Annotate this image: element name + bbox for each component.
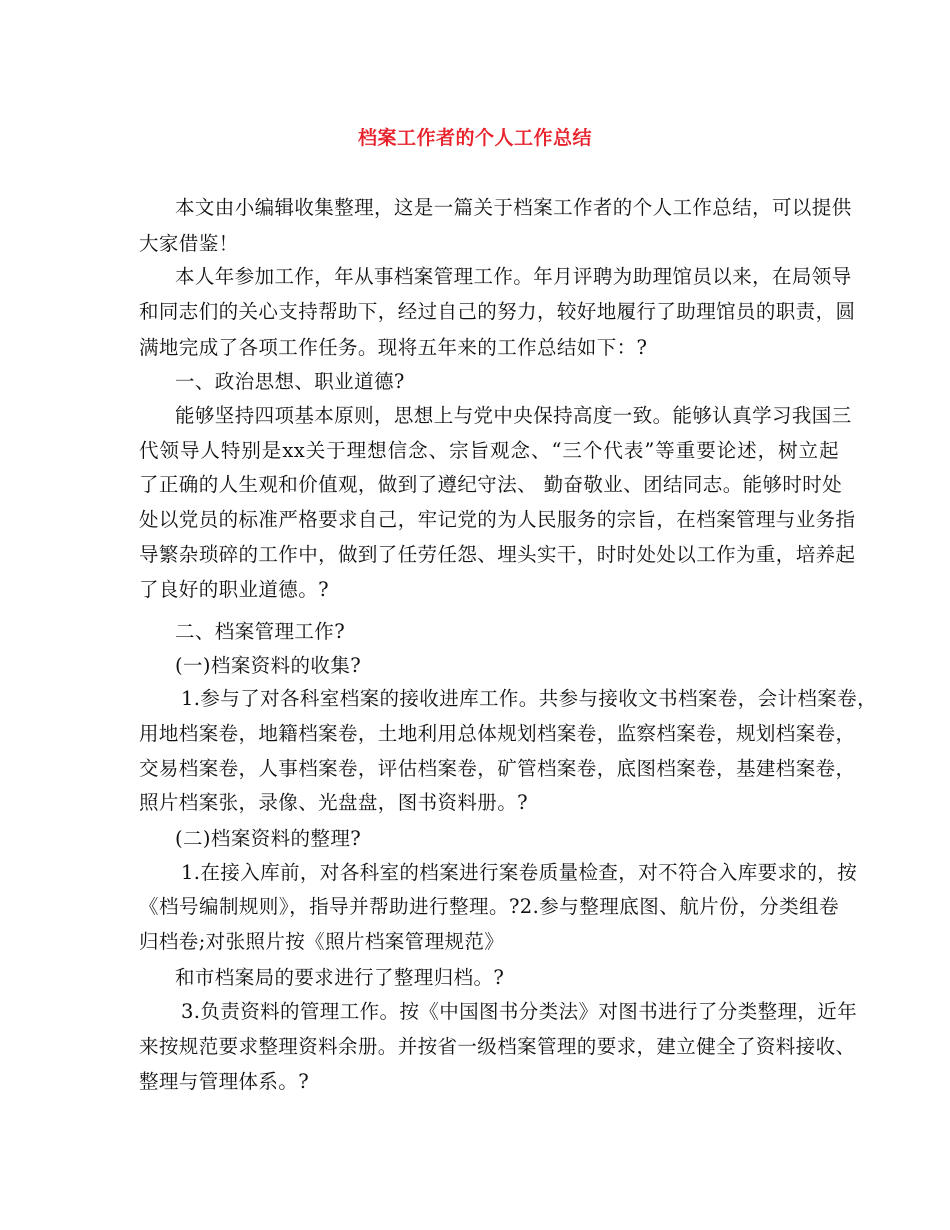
paragraph-line: 处以党员的标准严格要求自己，牢记党的为人民服务的宗旨，在档案管理与业务指 [139, 508, 856, 531]
paragraph-line: 1.参与了对各科室档案的接收进库工作。共参与接收文书档案卷，会计档案卷， [181, 687, 878, 710]
subsection-heading: (二)档案资料的整理? [175, 827, 362, 850]
paragraph-line: 来按规范要求整理资料余册。并按省一级档案管理的要求，建立健全了资料接收、 [139, 1035, 856, 1058]
paragraph-line: 本文由小编辑收集整理，这是一篇关于档案工作者的个人工作总结，可以提供 [175, 196, 852, 219]
paragraph-line: 代领导人特别是xx关于理想信念、宗旨观念、“三个代表”等重要论述，树立起 [139, 439, 839, 462]
paragraph-line: 满地完成了各项工作任务。现将五年来的工作总结如下：? [139, 336, 648, 359]
paragraph-line: 3.负责资料的管理工作。按《中国图书分类法》对图书进行了分类整理，近年 [181, 1000, 858, 1023]
section-heading: 二、档案管理工作? [175, 620, 346, 643]
paragraph-line: 能够坚持四项基本原则，思想上与党中央保持高度一致。能够认真学习我国三 [175, 404, 852, 427]
paragraph-line: 照片档案张，录像、光盘盘，图书资料册。? [139, 791, 528, 814]
paragraph-line: 大家借鉴！ [139, 232, 239, 255]
paragraph-line: 《档号编制规则》，指导并帮助进行整理。?2.参与整理底图、航片份，分类组卷 [139, 895, 839, 918]
paragraph-line: 1.在接入库前，对各科室的档案进行案卷质量检查，对不符合入库要求的，按 [181, 861, 858, 884]
paragraph-line: 本人年参加工作，年从事档案管理工作。年月评聘为助理馆员以来，在局领导 [175, 265, 852, 288]
document-title: 档案工作者的个人工作总结 [357, 127, 592, 149]
paragraph-line: 了正确的人生观和价值观，做到了遵纪守法、 勤奋敬业、团结同志。能够时时处 [139, 473, 843, 496]
subsection-heading: (一)档案资料的收集? [175, 654, 362, 677]
paragraph-line: 归档卷;对张照片按《照片档案管理规范》 [139, 930, 505, 953]
paragraph-line: 和同志们的关心支持帮助下，经过自己的努力，较好地履行了助理馆员的职责，圆 [139, 300, 856, 323]
paragraph-line: 整理与管理体系。? [139, 1070, 310, 1093]
paragraph-line: 交易档案卷，人事档案卷，评估档案卷，矿管档案卷，底图档案卷，基建档案卷， [139, 757, 856, 780]
paragraph-line: 和市档案局的要求进行了整理归档。? [175, 966, 505, 989]
section-heading: 一、政治思想、职业道德? [175, 370, 405, 393]
paragraph-line: 导繁杂琐碎的工作中，做到了任劳任怨、埋头实干，时时处处以工作为重，培养起 [139, 543, 856, 566]
paragraph-line: 用地档案卷，地籍档案卷，土地利用总体规划档案卷，监察档案卷，规划档案卷， [139, 722, 856, 745]
paragraph-line: 了良好的职业道德。? [139, 578, 329, 601]
